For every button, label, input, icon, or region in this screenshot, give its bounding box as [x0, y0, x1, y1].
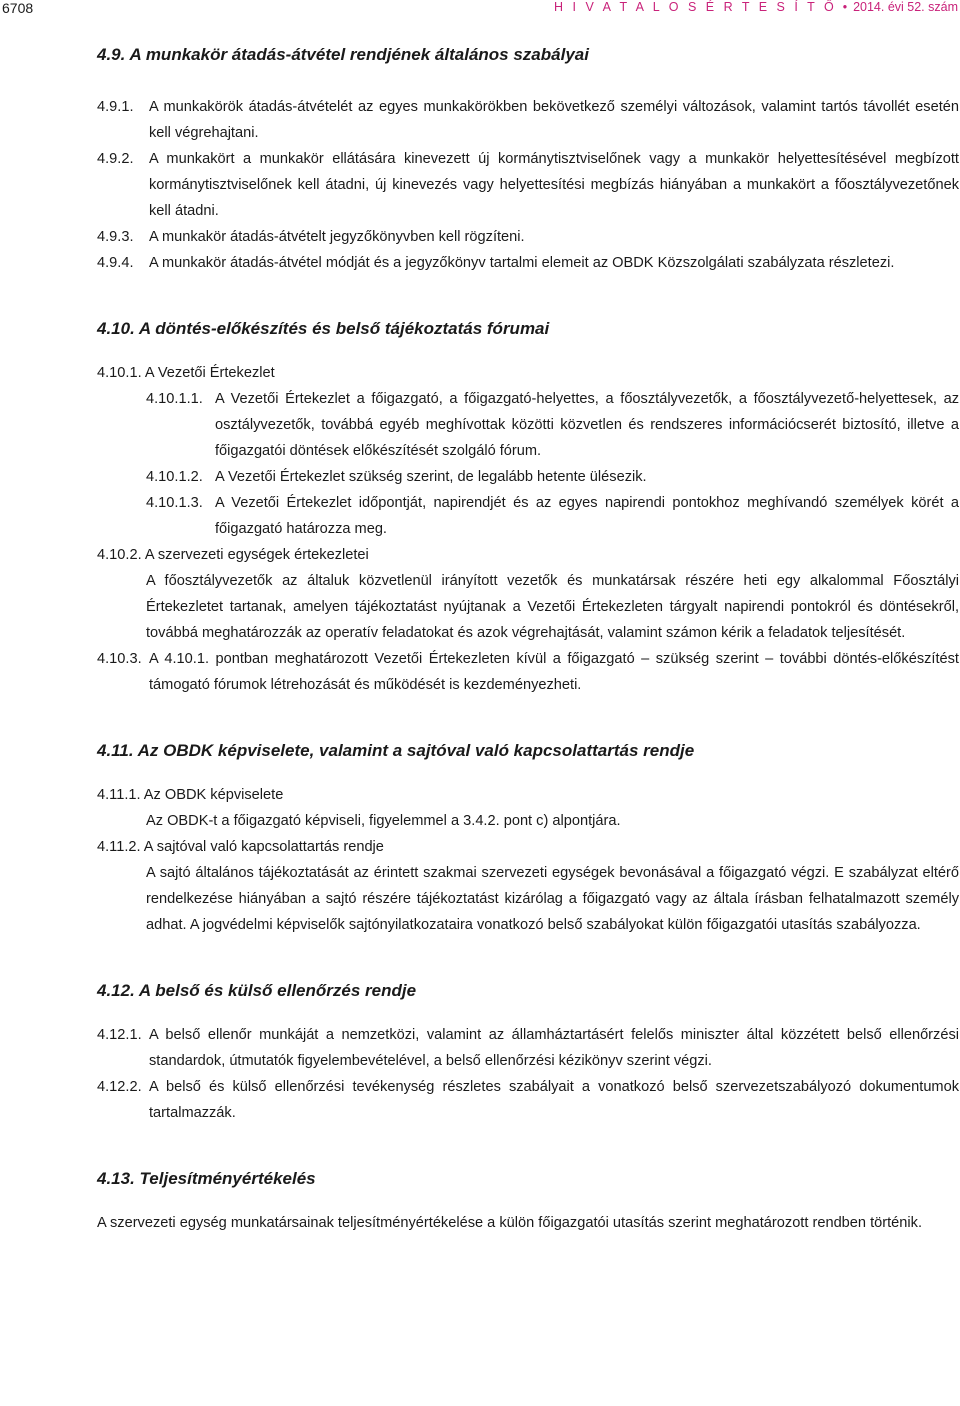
list-item — [97, 646, 959, 698]
subsection-head-4-10-2: 4.10.2. A szervezeti egységek értekezletei — [97, 547, 369, 563]
item-number: 4.12.1. — [97, 1027, 142, 1043]
paragraph: A főosztályvezetők az általuk közvetlenül irányított vezetők és munkatársak részére heti egy alkalommal Főosztályi Értekezletet tartanak, amelyen tájékoztatást nyújtanak a Vezetői Értekezleten tárgyalt napirendi pontokról és döntésekről, továbbá meghatározzák az operatív feladatokat és azok végrehajtását, valamint számon kérik a feladatok teljesítését. — [146, 573, 959, 641]
list-item — [146, 386, 959, 464]
item-number: 4.9.3. — [97, 229, 134, 245]
list-item — [97, 224, 959, 250]
paragraph: A szervezeti egység munkatársainak teljesítményértékelése a külön főigazgatói utasítás szerint meghatározott rendben történik. — [97, 1215, 922, 1231]
journal-info — [554, 0, 958, 14]
subsection-head-4-11-2: 4.11.2. A sajtóval való kapcsolattartás rendje — [97, 839, 384, 855]
list-item — [97, 250, 959, 276]
item-text: A 4.10.1. pontban meghatározott Vezetői Értekezleten kívül a főigazgató – szükség szerint – további döntés-előkészítést támogató fórumok létrehozását és működését is kezdeményezheti. — [149, 651, 959, 693]
section-title-4-9: 4.9. A munkakör átadás-átvétel rendjének általános szabályai — [97, 45, 589, 64]
item-number: 4.10.1.2. — [146, 469, 203, 485]
list-item — [97, 94, 959, 146]
list-item — [97, 1022, 959, 1074]
item-text: A munkakör átadás-átvétel módját és a jegyzőkönyv tartalmi elemeit az OBDK Közszolgálati szabályzata részletezi. — [149, 255, 895, 271]
section-title-4-10: 4.10. A döntés-előkészítés és belső tájékoztatás fórumai — [97, 319, 550, 338]
subsection-head-4-11-1: 4.11.1. Az OBDK képviselete — [97, 787, 284, 803]
list-item — [146, 490, 959, 542]
item-number: 4.9.2. — [97, 151, 134, 167]
page-number: 6708 — [2, 0, 34, 16]
document-body — [97, 42, 959, 1236]
item-number: 4.10.3. — [97, 651, 142, 667]
list-item — [97, 1074, 959, 1126]
section-title-4-13: 4.13. Teljesítményértékelés — [97, 1169, 316, 1188]
separator-bullet: • — [842, 0, 848, 14]
page-header — [0, 0, 960, 22]
item-text: A belső ellenőr munkáját a nemzetközi, valamint az államháztartásért felelős miniszter által közzétett belső ellenőrzési standardok, útmutatók figyelembevételével, a belső ellenőrzési kézikönyv szerint végzi. — [149, 1027, 959, 1069]
paragraph: Az OBDK-t a főigazgató képviseli, figyelemmel a 3.4.2. pont c) alpontjára. — [146, 813, 621, 829]
item-text: A munkakör átadás-átvételt jegyzőkönyvben kell rögzíteni. — [149, 229, 525, 245]
issue-label: 2014. évi 52. szám — [853, 0, 958, 14]
item-text: A munkakört a munkakör ellátására kinevezett új kormánytisztviselőnek vagy a munkakör helyettesítésével megbízott kormánytisztviselőnek kell átadni, új kinevezés vagy helyettesítési megbízás hiányában a munkakört a főosztályvezetőnek kell átadni. — [149, 151, 959, 219]
item-number: 4.9.1. — [97, 99, 134, 115]
journal-name: H I V A T A L O S É R T E S Í T Ő — [554, 0, 837, 14]
item-number: 4.10.1.1. — [146, 391, 203, 407]
item-number: 4.9.4. — [97, 255, 134, 271]
subsection-head-4-10-1: 4.10.1. A Vezetői Értekezlet — [97, 365, 275, 381]
item-number: 4.10.1.3. — [146, 495, 203, 511]
section-title-4-12: 4.12. A belső és külső ellenőrzés rendje — [97, 981, 417, 1000]
item-text: A Vezetői Értekezlet időpontját, napirendjét és az egyes napirendi pontokhoz meghívandó személyek körét a főigazgató határozza meg. — [215, 495, 959, 537]
section-title-4-11: 4.11. Az OBDK képviselete, valamint a sajtóval való kapcsolattartás rendje — [97, 741, 695, 760]
paragraph: A sajtó általános tájékoztatását az érintett szakmai szervezeti egységek bevonásával a főigazgató végzi. E szabályzat eltérő rendelkezése hiányában a sajtó részére tájékoztatást kizárólag a főigazgató vagy az általa írásban felhatalmazott személy adhat. A jogvédelmi képviselők sajtónyilatkozataira vonatkozó belső szabályokat külön főigazgatói utasítás szabályozza. — [146, 865, 959, 933]
item-text: A Vezetői Értekezlet szükség szerint, de legalább hetente ülésezik. — [215, 469, 647, 485]
item-text: A belső és külső ellenőrzési tevékenység részletes szabályait a vonatkozó belső szervezetszabályozó dokumentumok tartalmazzák. — [149, 1079, 959, 1121]
list-item — [97, 146, 959, 224]
item-text: A munkakörök átadás-átvételét az egyes munkakörökben bekövetkező személyi változások, valamint tartós távollét esetén kell végrehajtani. — [149, 99, 959, 141]
item-number: 4.12.2. — [97, 1079, 142, 1095]
item-text: A Vezetői Értekezlet a főigazgató, a főigazgató-helyettes, a főosztályvezetők, a főosztályvezető-helyettesek, az osztályvezetők, továbbá egyéb meghívottak közötti közvetlen és rendszeres információcserét biztosító, illetve a főigazgatói döntések előkészítését szolgáló fórum. — [215, 391, 959, 459]
list-item — [146, 464, 959, 490]
